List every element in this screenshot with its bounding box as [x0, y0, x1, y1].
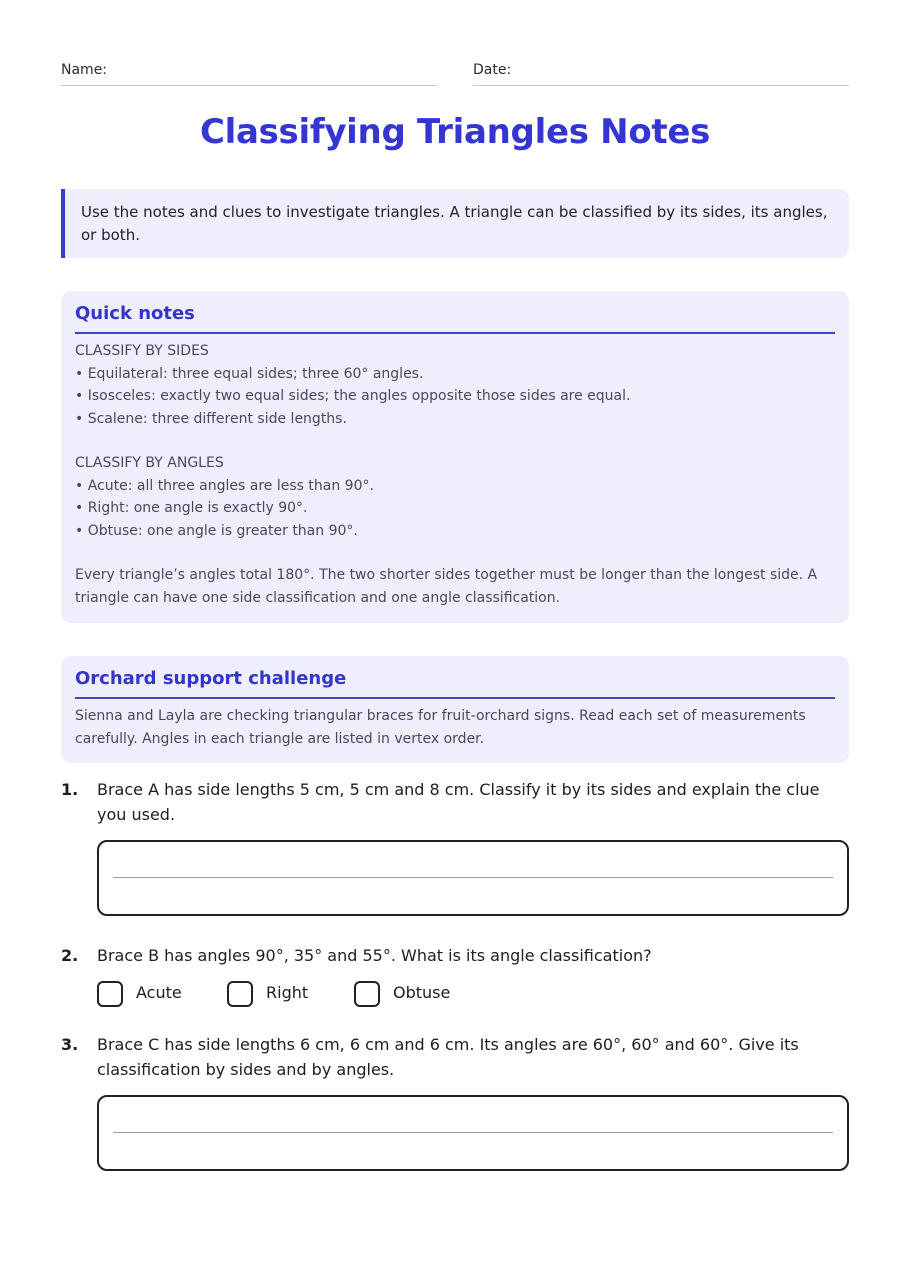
challenge-heading: Orchard support challenge — [75, 668, 835, 699]
note-equilateral: • Equilateral: three equal sides; three 60° angles. — [75, 365, 424, 382]
question-text: Brace A has side lengths 5 cm, 5 cm and 8 cm. Classify it by its sides and explain the clue you used. — [97, 780, 820, 824]
name-label: Name: — [61, 62, 108, 78]
note-scalene: • Scalene: three different side lengths. — [75, 410, 347, 427]
page-title: Classifying Triangles Notes — [199, 112, 711, 152]
answer-line — [113, 1132, 833, 1133]
quick-notes-heading: Quick notes — [75, 303, 835, 334]
question-number: 2. — [61, 946, 79, 965]
note-right: • Right: one angle is exactly 90°. — [75, 500, 308, 516]
question-number: 1. — [61, 780, 79, 799]
choice-label: Obtuse — [393, 983, 451, 1002]
challenge-body — [75, 699, 835, 750]
date-label: Date: — [473, 62, 512, 78]
note-acute: • Acute: all three angles are less than 90°. — [75, 477, 374, 494]
quick-notes-body — [75, 334, 835, 609]
angles-heading: CLASSIFY BY ANGLES — [75, 455, 224, 471]
answer-box-1[interactable] — [97, 840, 849, 916]
choice-label: Right — [266, 983, 309, 1002]
date-field[interactable] — [473, 62, 849, 86]
checkbox-right[interactable] — [227, 981, 253, 1007]
question-number: 3. — [61, 1035, 79, 1054]
quick-notes-card — [61, 291, 849, 623]
note-isosceles: • Isosceles: exactly two equal sides; the angles opposite those sides are equal. — [75, 388, 631, 404]
question-1 — [61, 777, 849, 827]
challenge-text: Sienna and Layla are checking triangular braces for fruit-orchard signs. Read each set of measurements carefully. Angles in each triangle are listed in vertex order. — [75, 708, 806, 747]
question-2 — [61, 943, 849, 968]
sides-heading: CLASSIFY BY SIDES — [75, 343, 209, 359]
intro-callout: Use the notes and clues to investigate triangles. A triangle can be classified by its sides, its angles, or both. — [61, 189, 849, 258]
answer-box-3[interactable] — [97, 1095, 849, 1171]
question-3 — [61, 1032, 849, 1082]
challenge-card — [61, 656, 849, 763]
answer-line — [113, 877, 833, 878]
question-text: Brace C has side lengths 6 cm, 6 cm and 6 cm. Its angles are 60°, 60° and 60°. Give its classification by sides and by angles. — [97, 1035, 799, 1079]
date-line[interactable] — [473, 85, 849, 86]
note-obtuse: • Obtuse: one angle is greater than 90°. — [75, 522, 358, 539]
notes-summary: Every triangle’s angles total 180°. The two shorter sides together must be longer than the longest side. A triangle can have one side classification and one angle classification. — [75, 567, 818, 606]
checkbox-acute[interactable] — [97, 981, 123, 1007]
question-text: Brace B has angles 90°, 35° and 55°. What is its angle classification? — [97, 946, 652, 965]
choice-label: Acute — [136, 983, 182, 1002]
name-line[interactable] — [61, 85, 437, 86]
checkbox-obtuse[interactable] — [354, 981, 380, 1007]
name-field[interactable] — [61, 62, 437, 86]
